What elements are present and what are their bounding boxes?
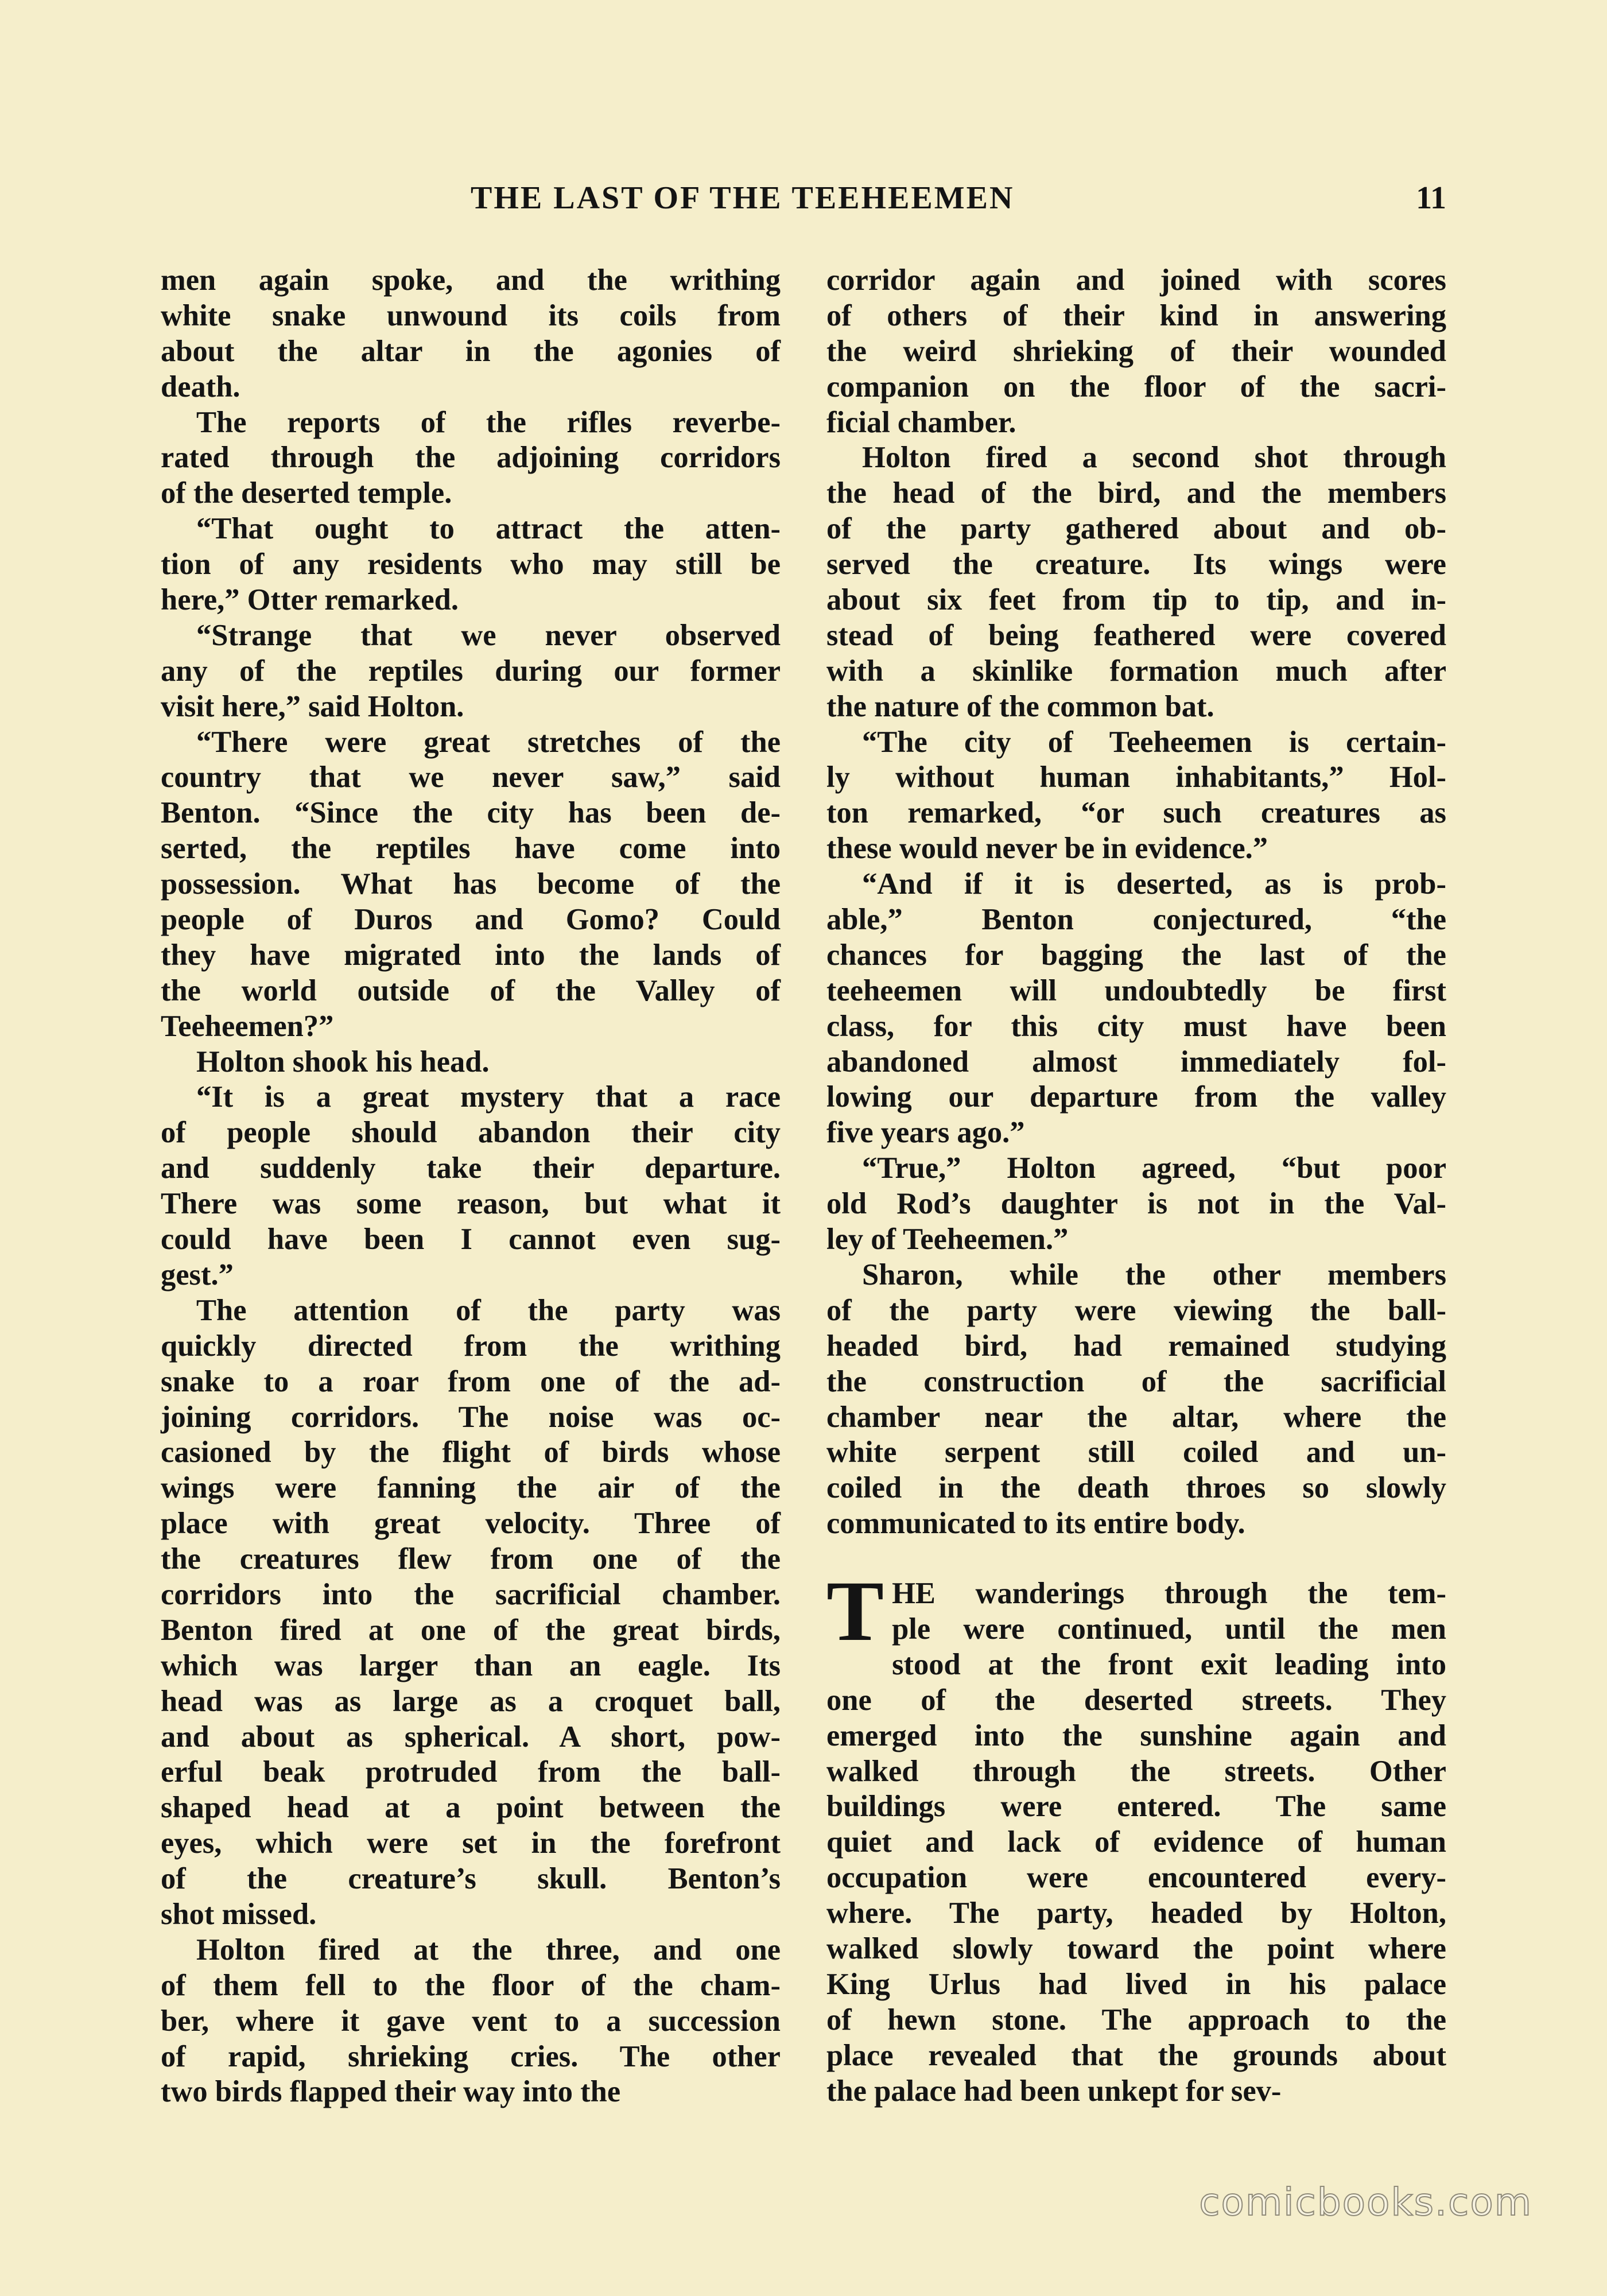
text-line: place revealed that the grounds about	[826, 2038, 1446, 2072]
text-line: Benton. “Since the city has been de-	[161, 796, 781, 830]
text-line: and about as spherical. A short, pow-	[161, 1720, 781, 1754]
small-caps-lead: HE	[892, 1577, 936, 1611]
text-line	[826, 1576, 1446, 1612]
text-line: possession. What has become of the	[161, 867, 781, 901]
text-line: men again spoke, and the writhing	[161, 263, 781, 297]
text-line: the nature of the common bat.	[826, 689, 1214, 723]
text-line: two birds flapped their way into the	[161, 2075, 621, 2109]
text-line: The attention of the party was	[196, 1293, 781, 1327]
paragraph	[161, 1293, 781, 1933]
text-line: “That ought to attract the atten-	[196, 512, 781, 546]
text-line: ficial chamber.	[826, 405, 1016, 439]
text-line: of the deserted temple.	[161, 476, 452, 510]
text-line: could have been I cannot even sug-	[161, 1223, 781, 1256]
text-line: Sharon, while the other members	[862, 1258, 1446, 1292]
text-line: “It is a great mystery that a race	[196, 1080, 781, 1114]
text-line: coiled in the death throes so slowly	[826, 1471, 1446, 1505]
paragraph	[161, 1933, 781, 2110]
text-line: Holton fired a second shot through	[862, 441, 1446, 475]
paragraph	[161, 405, 781, 512]
text-line: Holton fired at the three, and one	[196, 1933, 781, 1967]
text-line: walked slowly toward the point where	[826, 1932, 1446, 1965]
text-line: which was larger than an eagle. Its	[161, 1649, 781, 1682]
text-line: shaped head at a point between the	[161, 1791, 781, 1825]
text-line: the world outside of the Valley of	[161, 974, 781, 1007]
text-line: corridor again and joined with scores	[826, 263, 1446, 297]
text-line: and suddenly take their departure.	[161, 1151, 781, 1185]
text-line: serted, the reptiles have come into	[161, 832, 781, 866]
text-line: headed bird, had remained studying	[826, 1329, 1446, 1363]
text-line: ple were continued, until the men	[892, 1612, 1446, 1646]
text-line: casioned by the flight of birds whose	[161, 1436, 781, 1469]
text-line: five years ago.”	[826, 1116, 1025, 1150]
text-line: where. The party, headed by Holton,	[826, 1896, 1446, 1930]
text-line: Teeheemen?”	[161, 1009, 334, 1043]
text-line: with a skinlike formation much after	[826, 654, 1446, 688]
text-line: erful beak protruded from the ball-	[161, 1755, 781, 1789]
text-line: served the creature. Its wings were	[826, 548, 1446, 581]
text-line: occupation were encountered every-	[826, 1861, 1446, 1895]
text-line: rated through the adjoining corridors	[161, 441, 781, 475]
text-line: chances for bagging the last of the	[826, 938, 1446, 972]
paragraph	[161, 1080, 781, 1293]
text-line: able,” Benton conjectured, “the	[826, 903, 1446, 937]
paragraph	[161, 511, 781, 618]
paragraph	[826, 1151, 1446, 1258]
text-line: about the altar in the agonies of	[161, 334, 781, 368]
text-line: people of Duros and Gomo? Could	[161, 903, 781, 937]
text-line: visit here,” said Holton.	[161, 689, 464, 723]
text-line: “There were great stretches of the	[196, 725, 781, 759]
paragraph	[826, 1258, 1446, 1542]
text-line: communicated to its entire body.	[826, 1507, 1245, 1541]
text-line: of rapid, shrieking cries. The other	[161, 2039, 781, 2073]
text-line: class, for this city must have been	[826, 1009, 1446, 1043]
paragraph	[161, 263, 781, 405]
text-line: There was some reason, but what it	[161, 1187, 781, 1221]
text-line: the weird shrieking of their wounded	[826, 334, 1446, 368]
text-line: gest.”	[161, 1258, 234, 1292]
text-line: companion on the floor of the sacri-	[826, 370, 1446, 404]
text-line: white serpent still coiled and un-	[826, 1436, 1446, 1469]
text-line: head was as large as a croquet ball,	[161, 1684, 781, 1718]
right-text-column	[826, 263, 1446, 2109]
text-line: the head of the bird, and the members	[826, 476, 1446, 510]
text-line: “The city of Teeheemen is certain-	[862, 725, 1446, 759]
page-number: 11	[1416, 180, 1446, 216]
text-line: of the party gathered about and ob-	[826, 512, 1446, 546]
text-line: they have migrated into the lands of	[161, 938, 781, 972]
paragraph	[826, 867, 1446, 1151]
text-line: these would never be in evidence.”	[826, 832, 1268, 866]
text-line: of people should abandon their city	[161, 1116, 781, 1150]
text-line: “Strange that we never observed	[196, 618, 781, 652]
text-line: King Urlus had lived in his palace	[826, 1967, 1446, 2001]
text-line: buildings were entered. The same	[826, 1790, 1446, 1824]
text-line: teeheemen will undoubtedly be first	[826, 974, 1446, 1007]
paragraph	[826, 440, 1446, 724]
running-title: THE LAST OF THE TEEHEEMEN	[471, 180, 1015, 216]
text-line: lowing our departure from the valley	[826, 1080, 1446, 1114]
paragraph	[161, 725, 781, 1045]
text-line: the palace had been unkept for sev-	[826, 2074, 1282, 2108]
text-line: of them fell to the floor of the cham-	[161, 1968, 781, 2002]
text-line: “True,” Holton agreed, “but poor	[862, 1151, 1446, 1185]
paragraph	[161, 1045, 781, 1080]
text-line: The reports of the rifles reverbe-	[196, 405, 781, 439]
text-line: eyes, which were set in the forefront	[161, 1826, 781, 1860]
text-line: quiet and lack of evidence of human	[826, 1825, 1446, 1859]
text-line: ton remarked, “or such creatures as	[826, 796, 1446, 830]
text-line: ley of Teeheemen.”	[826, 1223, 1069, 1256]
text-line: any of the reptiles during our former	[161, 654, 781, 688]
paragraph	[161, 618, 781, 725]
text-line: “And if it is deserted, as is prob-	[862, 867, 1446, 901]
text-line: old Rod’s daughter is not in the Val-	[826, 1187, 1446, 1221]
text-line: the creatures flew from one of the	[161, 1542, 781, 1576]
running-head	[448, 178, 1446, 218]
text-line: tion of any residents who may still be	[161, 548, 781, 581]
text-line: about six feet from tip to tip, and in-	[826, 583, 1446, 617]
text-line: abandoned almost immediately fol-	[826, 1045, 1446, 1079]
drop-cap: T	[826, 1564, 884, 1659]
paragraph	[826, 263, 1446, 440]
text-line: of the creature’s skull. Benton’s	[161, 1862, 781, 1896]
text-line: country that we never saw,” said	[161, 761, 781, 794]
text-line: quickly directed from the writhing	[161, 1329, 781, 1363]
text-line: ly without human inhabitants,” Hol-	[826, 761, 1446, 794]
left-text-column	[161, 263, 781, 2110]
text-line: chamber near the altar, where the	[826, 1400, 1446, 1434]
text-line: of others of their kind in answering	[826, 298, 1446, 332]
watermark: comicbooks.com	[1199, 2180, 1532, 2224]
text-line: of the party were viewing the ball-	[826, 1293, 1446, 1327]
text-line: Holton shook his head.	[196, 1045, 490, 1079]
paragraph	[826, 725, 1446, 867]
text-line: the construction of the sacrificial	[826, 1364, 1446, 1398]
text-fragment: wanderings through the tem-	[935, 1577, 1446, 1611]
text-line: emerged into the sunshine again and	[826, 1719, 1446, 1752]
text-line: joining corridors. The noise was oc-	[161, 1400, 781, 1434]
text-line: stood at the front exit leading into	[892, 1647, 1446, 1681]
section-paragraph	[826, 1564, 1446, 2109]
text-line: snake to a roar from one of the ad-	[161, 1364, 781, 1398]
text-line: place with great velocity. Three of	[161, 1507, 781, 1541]
text-line: corridors into the sacrificial chamber.	[161, 1577, 781, 1611]
text-line: Benton fired at one of the great birds,	[161, 1613, 781, 1647]
text-line: one of the deserted streets. They	[826, 1683, 1446, 1717]
text-line: wings were fanning the air of the	[161, 1471, 781, 1505]
text-line: white snake unwound its coils from	[161, 298, 781, 332]
text-line: walked through the streets. Other	[826, 1754, 1446, 1788]
text-line: death.	[161, 370, 240, 404]
text-line: stead of being feathered were covered	[826, 618, 1446, 652]
text-line: of hewn stone. The approach to the	[826, 2003, 1446, 2037]
text-line: here,” Otter remarked.	[161, 583, 459, 617]
text-line: shot missed.	[161, 1897, 317, 1931]
text-line: ber, where it gave vent to a succession	[161, 2004, 781, 2038]
